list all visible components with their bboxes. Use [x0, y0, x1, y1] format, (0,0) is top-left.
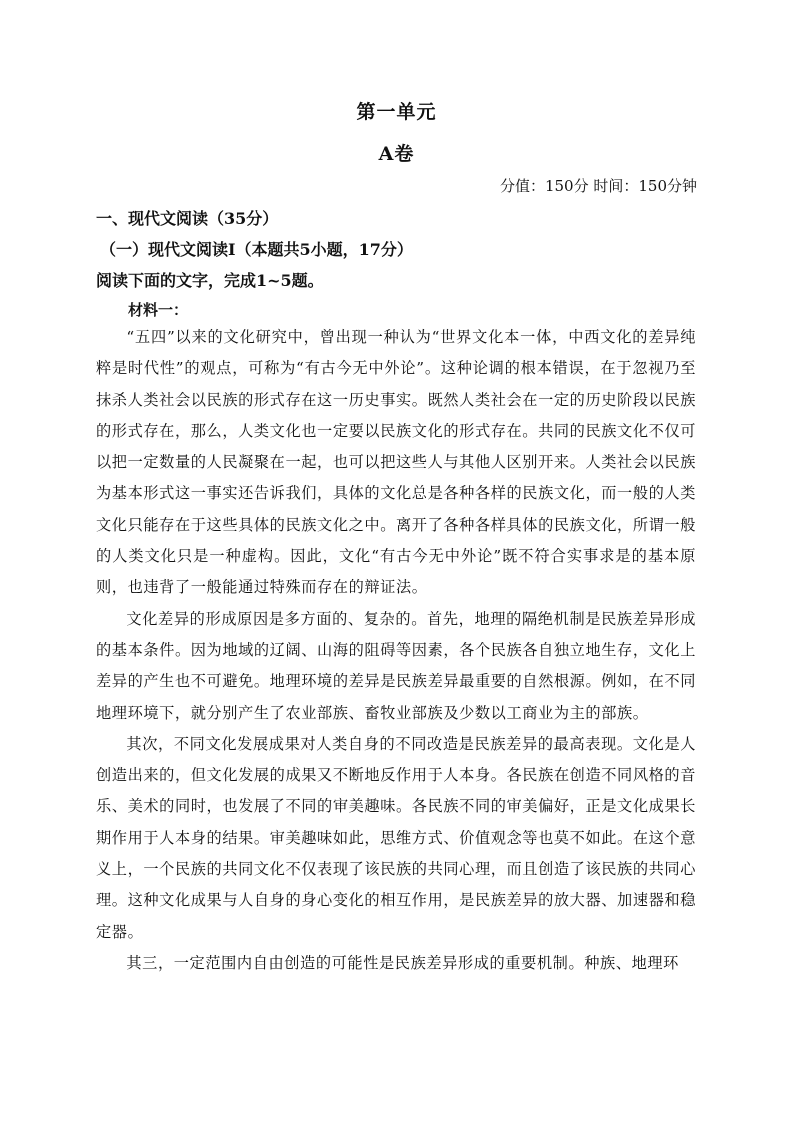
paragraph-4: 其三，一定范围内自由创造的可能性是民族差异形成的重要机制。种族、地理环: [126, 953, 679, 972]
unit-title: 第一单元: [356, 101, 437, 123]
paper-title: A卷: [378, 143, 415, 165]
paragraph-1: “五四”以来的文化研究中，曾出现一种认为“世界文化本一体，中西文化的差异纯粹是时代性”的观点，可称为“有古今无中外论”。这种论调的根本错误，在于忽视乃至抹杀人类社会以民族的形式存在这一历史事实。既然人类社会在一定的历史阶段以民族的形式存在，那么，人类文化也一定要以民族文化的形式存在。共同的民族文化不仅可以把一定数量的人民凝聚在一起，也可以把这些人与其他人区别开来。人类社会以民族为基本形式这一事实还告诉我们，具体的文化总是各种各样的民族文化，而一般的人类文化只能存在于这些具体的民族文化之中。离开了各种各样具体的民族文化，所谓一般的人类文化只是一种虚构。因此，文化“有古今无中外论”既不符合实事求是的基本原则，也违背了一般能通过特殊而存在的辩证法。: [96, 328, 696, 597]
passage-body: [96, 322, 696, 979]
sub-section-title: （一）现代文阅读Ⅰ（本题共5小题，17分）: [100, 240, 413, 259]
material-label: 材料一：: [128, 301, 189, 319]
reading-instruction: 阅读下面的文字，完成1~5题。: [96, 271, 324, 290]
paragraph-2: 文化差异的形成原因是多方面的、复杂的。首先，地理的隔绝机制是民族差异形成的基本条件。因为地域的辽阔、山海的阻碍等因素，各个民族各自独立地生存，文化上差异的产生也不可避免。地理环境的差异是民族差异最重要的自然根源。例如，在不同地理环境下，就分别产生了农业部族、畜牧业部族及少数以工商业为主的部族。: [96, 609, 696, 722]
score-time-info: 分值：150分 时间：150分钟: [499, 177, 697, 195]
part-title: 一、现代文阅读（35分）: [96, 209, 279, 228]
paragraph-3: 其次，不同文化发展成果对人类自身的不同改造是民族差异的最高表现。文化是人创造出来的，但文化发展的成果又不断地反作用于人本身。各民族在创造不同风格的音乐、美术的同时，也发展了不同的审美趣味。各民族不同的审美偏好，正是文化成果长期作用于人本身的结果。审美趣味如此，思维方式、价值观念等也莫不如此。在这个意义上，一个民族的共同文化不仅表现了该民族的共同心理，而且创造了该民族的共同心理。这种文化成果与人自身的身心变化的相互作用，是民族差异的放大器、加速器和稳定器。: [96, 734, 696, 941]
